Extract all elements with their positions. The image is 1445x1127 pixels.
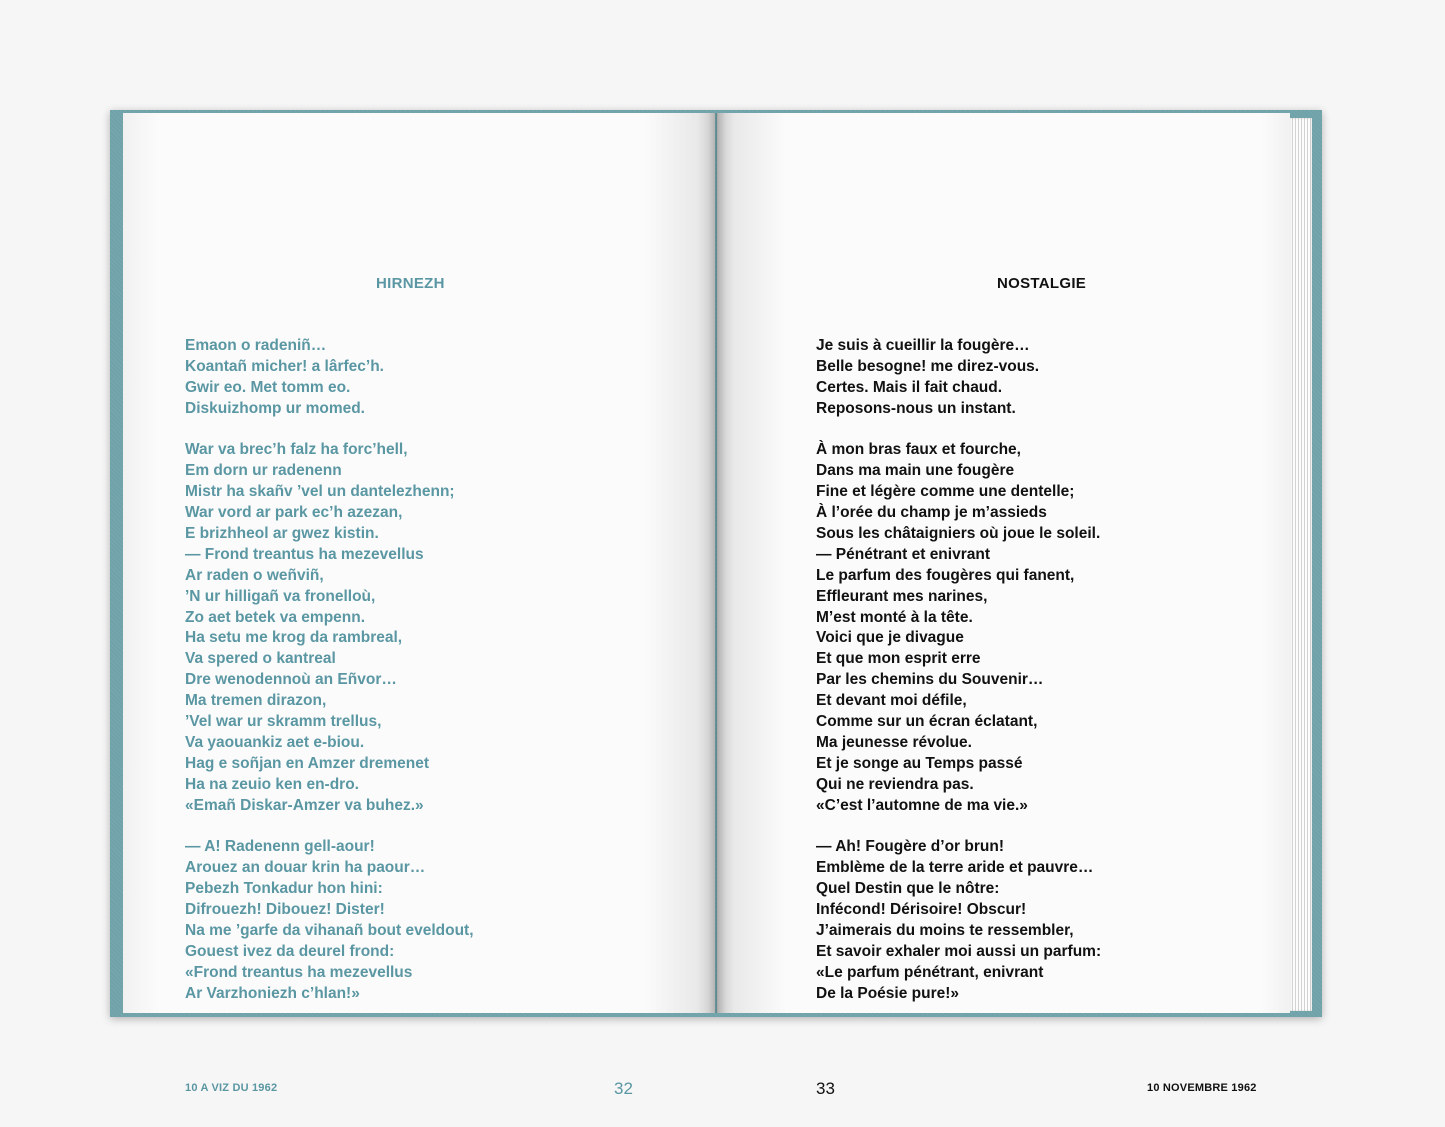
poem-line: Je suis à cueillir la fougère… (816, 337, 1030, 354)
poem-line: De la Poésie pure!» (816, 984, 960, 1002)
book-gutter (708, 113, 726, 1013)
stanza-break (185, 816, 474, 837)
poem-line: Em dorn ur radenenn (185, 462, 342, 480)
poem-line: Ha setu me krog da rambreal, (185, 629, 403, 647)
poem-line: — Pénétrant et enivrant (816, 545, 990, 563)
poem-line: Na me ’garfe da vihanañ bout eveldout, (185, 921, 474, 939)
poem-line: Sous les châtaigniers où joue le soleil. (816, 525, 1101, 543)
poem-line: Et que mon esprit erre (816, 650, 981, 668)
poem-line: Voici que je divague (816, 629, 964, 647)
poem-line: Belle besogne! me direz-vous. (816, 357, 1040, 375)
poem-line: Comme sur un écran éclatant, (816, 713, 1038, 731)
poem-line: War vord ar park ec’h azezan, (185, 504, 403, 522)
page-number: 33 (816, 1079, 835, 1098)
poem-line: Koantañ micher! a lârfec’h. (185, 357, 384, 375)
poem-line: Et devant moi défile, (816, 692, 967, 710)
poem-line: Fine et légère comme une dentelle; (816, 483, 1075, 501)
right-page (717, 113, 1290, 1098)
page-footer-date: 10 NOVEMBRE 1962 (1147, 1082, 1257, 1094)
poem-line: Et je songe au Temps passé (816, 754, 1023, 772)
poem-line: Gouest ivez da deurel frond: (185, 942, 395, 960)
poem-line: «Emañ Diskar-Amzer va buhez.» (185, 796, 424, 814)
page-footer-date: 10 A VIZ DU 1962 (185, 1082, 278, 1094)
poem-line: Infécond! Dérisoire! Obscur! (816, 901, 1027, 919)
poem-line: «Frond treantus ha mezevellus (185, 963, 413, 981)
poem-line: Ha na zeuio ken en-dro. (185, 775, 359, 793)
poem-line: Va yaouankiz aet e-biou. (185, 733, 365, 751)
poem-line: Ar Varzhoniezh c’hlan!» (185, 984, 360, 1002)
poem-line: Quel Destin que le nôtre: (816, 880, 1000, 898)
poem-line: Hag e soñjan en Amzer dremenet (185, 754, 430, 772)
poem-line: Zo aet betek va empenn. (185, 608, 366, 626)
poem-line: — Ah! Fougère d’or brun! (816, 838, 1004, 856)
poem-line: M’est monté à la tête. (816, 608, 973, 626)
poem-line: Effleurant mes narines, (816, 587, 988, 605)
stanza-break (816, 420, 1101, 441)
poem-line: Et savoir exhaler moi aussi un parfum: (816, 942, 1102, 960)
poem-line: ’N ur hilligañ va fronelloù, (185, 587, 376, 605)
poem-line: Par les chemins du Souvenir… (816, 671, 1044, 689)
poem-line: Difrouezh! Dibouez! Dister! (185, 901, 385, 919)
poem-line: E brizhheol ar gwez kistin. (185, 525, 379, 543)
poem-line: — A! Radenenn gell-aour! (185, 838, 375, 856)
poem-line: Gwir eo. Met tomm eo. (185, 378, 351, 396)
poem-line: Certes. Mais il fait chaud. (816, 378, 1003, 396)
poem-breton (185, 336, 474, 1005)
page-number: 32 (614, 1079, 633, 1098)
poem-line: Ma tremen dirazon, (185, 692, 327, 710)
poem-line: À mon bras faux et fourche, (816, 441, 1021, 459)
poem-line: Le parfum des fougères qui fanent, (816, 566, 1075, 584)
poem-line: Dre wenodennoù an Eñvor… (185, 671, 397, 689)
poem-line: Arouez an douar krin ha paour… (185, 859, 426, 877)
poem-line: — Frond treantus ha mezevellus (185, 545, 424, 563)
poem-line: Diskuizhomp ur momed. (185, 399, 365, 417)
poem-line: Va spered o kantreal (185, 650, 336, 668)
poem-line: Reposons-nous un instant. (816, 399, 1016, 417)
poem-line: «Le parfum pénétrant, enivrant (816, 963, 1044, 981)
poem-french (816, 336, 1101, 1005)
page-edges (1290, 118, 1312, 1011)
poem-line: Emaon o radeniñ… (185, 337, 327, 354)
poem-line: War va brec’h falz ha forc’hell, (185, 441, 408, 459)
left-page (123, 113, 715, 1098)
stanza-break (816, 816, 1101, 837)
poem-line: J’aimerais du moins te ressembler, (816, 921, 1074, 939)
poem-line: Ar raden o weñviñ, (185, 566, 324, 584)
poem-line: À l’orée du champ je m’assieds (816, 504, 1047, 522)
poem-line: Mistr ha skañv ’vel un dantelezhenn; (185, 483, 455, 501)
poem-line: Dans ma main une fougère (816, 462, 1015, 480)
poem-line: «C’est l’automne de ma vie.» (816, 796, 1028, 814)
poem-line: Emblème de la terre aride et pauvre… (816, 859, 1094, 877)
page-title-french: NOSTALGIE (997, 275, 1087, 292)
poem-line: Qui ne reviendra pas. (816, 775, 974, 793)
stanza-break (185, 420, 474, 441)
poem-line: Pebezh Tonkadur hon hini: (185, 880, 383, 898)
page-title-breton: HIRNEZH (376, 275, 445, 292)
poem-line: Ma jeunesse révolue. (816, 733, 972, 751)
poem-line: ’Vel war ur skramm trellus, (185, 713, 382, 731)
